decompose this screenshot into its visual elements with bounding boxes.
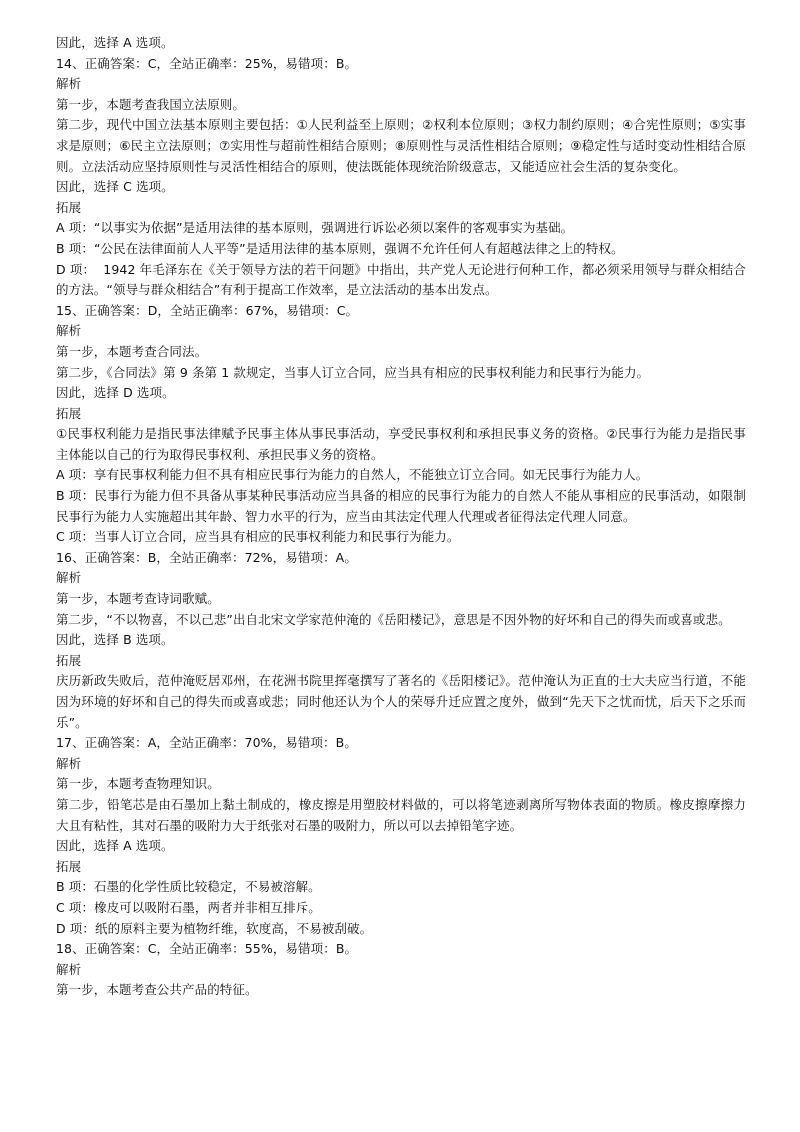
paragraph: 第二步，铅笔芯是由石墨加上黏土制成的，橡皮擦是用塑胶材料做的，可以将笔迹剥离所写物体表面的物质。橡皮擦摩擦力大且有粘性，其对石墨的吸附力大于纸张对石墨的吸附力，所以可以去掉铅笔字迹。: [56, 796, 746, 833]
paragraph: D 项： 1942 年毛泽东在《关于领导方法的若干问题》中指出，共产党人无论进行何种工作，都必须采用领导与群众相结合的方法。“领导与群众相结合”有利于提高工作效率，是立法活动的基本出发点。: [56, 261, 746, 298]
text-line: A 项：享有民事权利能力但不具有相应民事行为能力的自然人，不能独立订立合同。如无民事行为能力人。: [56, 467, 649, 483]
section-heading: 拓展: [56, 858, 82, 874]
text-line: 因此，选择 C 选项。: [56, 179, 174, 195]
section-heading: 解析: [56, 76, 82, 92]
paragraph: 庆历新政失败后，范仲淹贬居邓州，在花洲书院里挥毫撰写了著名的《岳阳楼记》。范仲淹认为正直的士大夫应当行道，不能因为环境的好坏和自己的得失而或喜或悲；同时他还认为个人的荣辱升迁应置之度外，做到“先天下之忧而忧，后天下之乐而乐”。: [56, 673, 746, 730]
paragraph: 第二步，现代中国立法基本原则主要包括：①人民利益至上原则；②权利本位原则；③权力制约原则；④合宪性原则；⑤实事求是原则；⑥民主立法原则；⑦实用性与超前性相结合原则；⑧原则性与灵活性相结合原则；⑨稳定性与适时变动性相结合原则。立法活动应坚持原则性与灵活性相结合的原则，使法既能体现统治阶级意志，又能适应社会生活的复杂变化。: [56, 117, 746, 174]
section-heading: 拓展: [56, 405, 82, 421]
answer-line: 17、正确答案：A，全站正确率：70%，易错项：B。: [56, 735, 357, 751]
answer-line: 18、正确答案：C，全站正确率：55%，易错项：B。: [56, 941, 358, 957]
text-line: B 项：石墨的化学性质比较稳定，不易被溶解。: [56, 879, 321, 895]
paragraph: B 项：民事行为能力但不具备从事某种民事活动应当具备的相应的民事行为能力的自然人不能从事相应的民事活动，如限制民事行为能力人实施超出其年龄、智力水平的行为，应当由其法定代理人代理或者征得法定代理人同意。: [56, 488, 746, 524]
text-line: 第一步，本题考查合同法。: [56, 343, 208, 359]
text-line: D 项：纸的原料主要为植物纤维，软度高，不易被刮破。: [56, 920, 373, 936]
text-line: B 项：“公民在法律面前人人平等”是适用法律的基本原则，强调不允许任何人有超越法律之上的特权。: [56, 240, 624, 256]
text-line: 因此，选择 B 选项。: [56, 632, 174, 648]
text-line: C 项：当事人订立合同，应当具有相应的民事权利能力和民事行为能力。: [56, 529, 460, 545]
text-line: 因此，选择 A 选项。: [56, 35, 174, 50]
paragraph: 第二步，“不以物喜，不以己悲”出自北宋文学家范仲淹的《岳阳楼记》，意思是不因外物的好坏和自己的得失而或喜或悲。: [56, 611, 731, 627]
section-heading: 解析: [56, 570, 82, 586]
answer-line: 14、正确答案：C，全站正确率：25%，易错项：B。: [56, 55, 358, 71]
section-heading: 解析: [56, 961, 82, 977]
paragraph: ①民事权利能力是指民事法律赋予民事主体从事民事活动，享受民事权利和承担民事义务的资格。②民事行为能力是指民事主体能以自己的行为取得民事权利、承担民事义务的资格。: [56, 426, 746, 462]
text-line: 第一步，本题考查我国立法原则。: [56, 96, 246, 112]
text-line: 第一步，本题考查物理知识。: [56, 776, 220, 792]
answer-line: 15、正确答案：D，全站正确率：67%，易错项：C。: [56, 302, 359, 318]
answer-line: 16、正确答案：B，全站正确率：72%，易错项：A。: [56, 549, 357, 565]
text-line: A 项：“以事实为依据”是适用法律的基本原则，强调进行诉讼必须以案件的客观事实为基础。: [56, 220, 574, 236]
text-line: C 项：橡皮可以吸附石墨，两者并非相互排斥。: [56, 899, 321, 915]
section-heading: 解析: [56, 755, 82, 771]
text-line: 因此，选择 A 选项。: [56, 838, 174, 854]
section-heading: 解析: [56, 323, 82, 339]
text-line: 因此，选择 D 选项。: [56, 385, 175, 401]
text-line: 第二步，《合同法》第 9 条第 1 款规定，当事人订立合同，应当具有相应的民事权利能力和民事行为能力。: [56, 364, 650, 380]
text-line: 第一步，本题考查诗词歌赋。: [56, 591, 220, 607]
section-heading: 拓展: [56, 652, 82, 668]
section-heading: 拓展: [56, 199, 82, 215]
text-line: 第一步，本题考查公共产品的特征。: [56, 982, 258, 998]
document-page: [56, 33, 746, 1001]
